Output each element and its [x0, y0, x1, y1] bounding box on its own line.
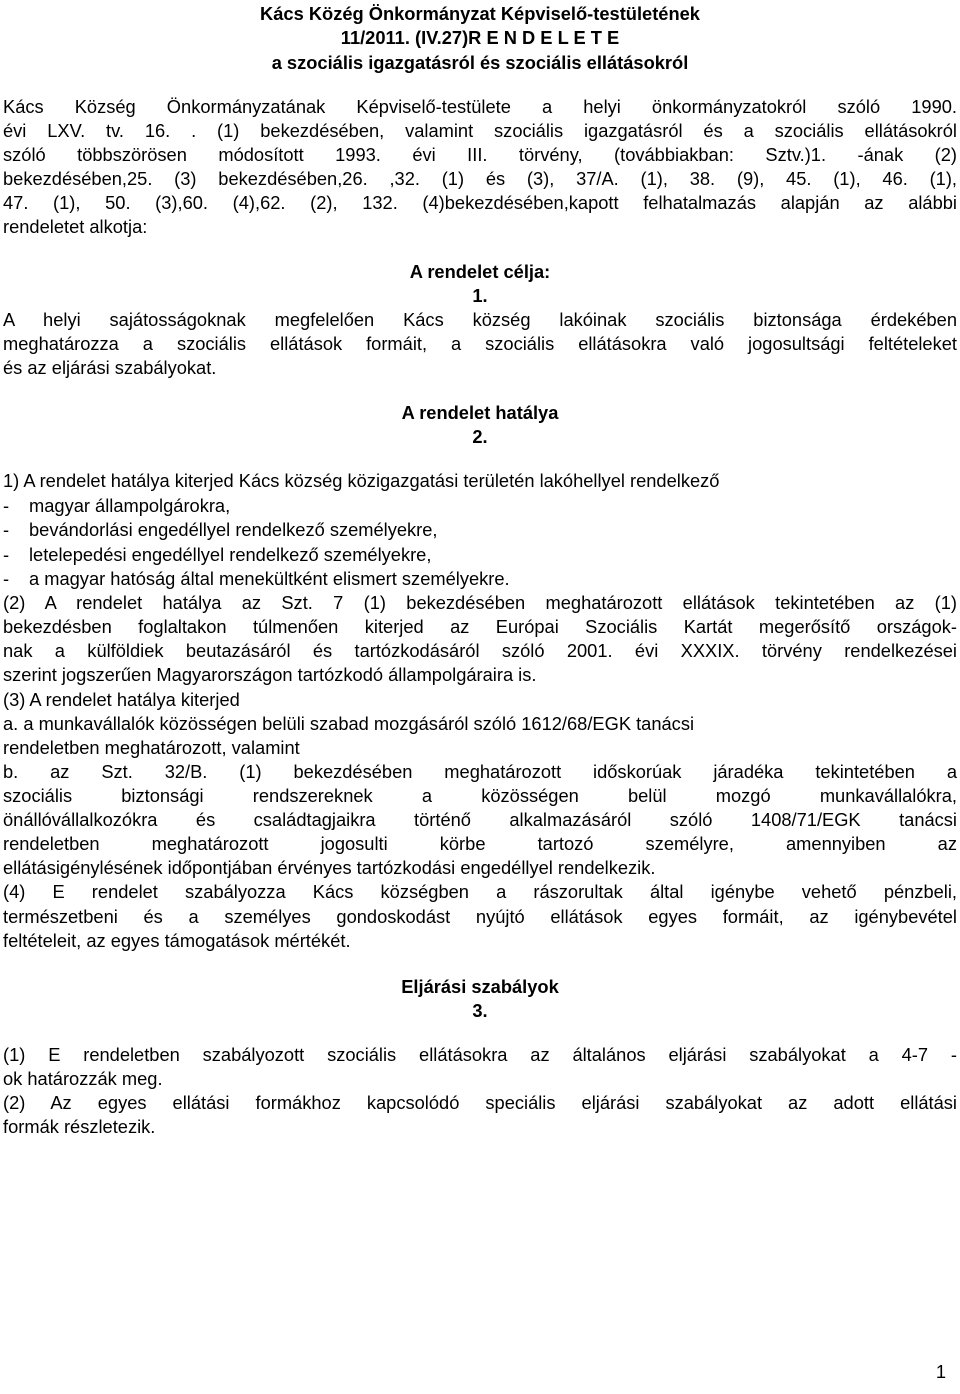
dash-marker: - [3, 544, 10, 565]
section-2-line: bekezdésben foglaltakon túlmenően kiterjed az Európai Szociális Kartát megerősítő országok- [3, 616, 957, 637]
section-2-intro: 1) A rendelet hatálya kiterjed Kács község közigazgatási területén lakóhellyel rendelkező [3, 470, 720, 491]
header-line-1: Kács Közég Önkormányzat Képviselő-testületének [260, 3, 700, 24]
section-1-line: meghatározza a szociális ellátások formáit, a szociális ellátásokra való jogosultsági feltételeket [3, 333, 957, 354]
section-2-line: rendeletben meghatározott, valamint [3, 737, 300, 758]
section-2-line: (3) A rendelet hatálya kiterjed [3, 689, 240, 710]
section-1-title: A rendelet célja: [409, 261, 551, 282]
section-2-line: szociális biztonsági rendszereknek a közösségen belül mozgó munkavállalókra, [3, 785, 957, 806]
section-1-line: és az eljárási szabályokat. [3, 357, 217, 378]
preamble-line: 47. (1), 50. (3),60. (4),62. (2), 132. (4)bekezdésében,kapott felhatalmazás alapján az alábbi [3, 192, 957, 213]
section-2-line: feltételeit, az egyes támogatások mértékét. [3, 930, 351, 951]
bullet-text: letelepedési engedéllyel rendelkező személyekre, [29, 544, 432, 565]
section-3-line: (1) E rendeletben szabályozott szociális ellátásokra az általános eljárási szabályokat a 4-7 - [3, 1044, 957, 1065]
dash-marker: - [3, 519, 10, 540]
section-3-title: Eljárási szabályok [401, 976, 559, 997]
bullet-text: magyar állampolgárokra, [29, 495, 231, 516]
bullet-item [3, 518, 957, 542]
header-line-3: a szociális igazgatásról és szociális ellátásokról [271, 52, 689, 73]
section-2-line: (4) E rendelet szabályozza Kács községben a rászorultak által igénybe vehető pénzbeli, [3, 881, 957, 902]
section-2-line: nak a külföldiek beutazásáról és tartózkodásáról szóló 2001. évi XXXIX. törvény rendelkezései [3, 640, 957, 661]
section-3-line: ok határozzák meg. [3, 1068, 163, 1089]
bullet-item [3, 494, 957, 518]
section-3-line: (2) Az egyes ellátási formákhoz kapcsolódó speciális eljárási szabályokat az adott ellátási [3, 1092, 957, 1113]
section-2-number: 2. [472, 426, 488, 447]
preamble-line: Kács Község Önkormányzatának Képviselő-testülete a helyi önkormányzatokról szóló 1990. [3, 96, 957, 117]
header-line-2: 11/2011. (IV.27)R E N D E L E T E [340, 27, 620, 48]
preamble-line: bekezdésében,25. (3) bekezdésében,26. ,32. (1) és (3), 37/A. (1), 38. (9), 45. (1), 46. (1), [3, 168, 957, 189]
bullet-text: a magyar hatóság által menekültként elismert személyekre. [29, 568, 510, 589]
bullet-text: bevándorlási engedéllyel rendelkező személyekre, [29, 519, 438, 540]
section-2-line: szerint jogszerűen Magyarországon tartózkodó állampolgáraira is. [3, 664, 537, 685]
section-2-line: a. a munkavállalók közösségen belüli szabad mozgásáról szóló 1612/68/EGK tanácsi [3, 713, 695, 734]
section-2-line: ellátásigénylésének időpontjában érvényes tartózkodási engedéllyel rendelkezik. [3, 857, 656, 878]
dash-marker: - [3, 495, 10, 516]
preamble-line: évi LXV. tv. 16. . (1) bekezdésében, valamint szociális igazgatásról és a szociális ellátásokról [3, 120, 957, 141]
bullet-item [3, 543, 957, 567]
section-2-line: természetbeni és a személyes gondoskodást nyújtó ellátások egyes formáit, az igénybevétel [3, 906, 957, 927]
page-number: 1 [935, 1361, 946, 1382]
section-1-number: 1. [472, 285, 488, 306]
preamble-line: szóló többszörösen módosított 1993. évi III. törvény, (továbbiakban: Sztv.)1. -ának (2) [3, 144, 957, 165]
section-3-line: formák részletezik. [3, 1116, 156, 1137]
bullet-item [3, 567, 957, 591]
preamble-line: rendeletet alkotja: [3, 216, 148, 237]
dash-marker: - [3, 568, 10, 589]
section-2-line: rendeletben meghatározott jogosulti körbe tartozó személyre, amennyiben az [3, 833, 957, 854]
section-2-line: (2) A rendelet hatálya az Szt. 7 (1) bekezdésében meghatározott ellátások tekintetében az (1) [3, 592, 957, 613]
section-2-line: b. az Szt. 32/B. (1) bekezdésében meghatározott időskorúak járadéka tekintetében a [3, 761, 957, 782]
section-1-line: A helyi sajátosságoknak megfelelően Kács község lakóinak szociális biztonsága érdekében [3, 309, 957, 330]
section-3-number: 3. [472, 1000, 488, 1021]
section-2-title: A rendelet hatálya [401, 402, 559, 423]
section-2-line: önállóvállalkozókra és családtagjaikra történő alkalmazásáról szóló 1408/71/EGK tanácsi [3, 809, 957, 830]
